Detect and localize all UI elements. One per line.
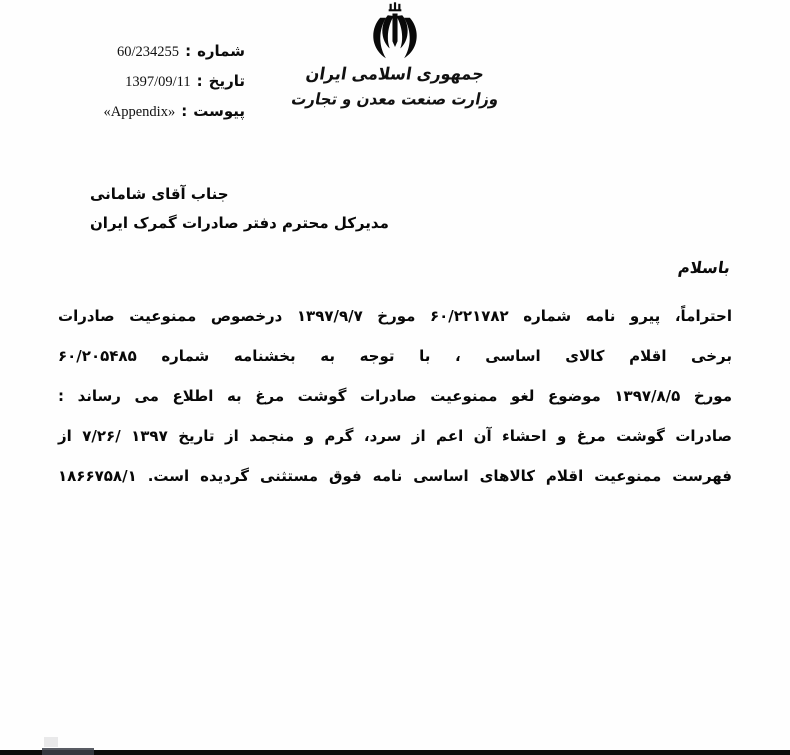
recipient-name: جناب آقای شامانی <box>90 185 229 203</box>
ministry-name: وزارت صنعت معدن و تجارت <box>289 89 501 109</box>
iran-emblem-icon <box>364 2 426 60</box>
letter-number-colon: : <box>185 42 192 60</box>
letter-number-label: شماره <box>197 42 245 60</box>
salutation: باسلام <box>677 258 732 277</box>
letterhead-emblem-block <box>265 2 525 110</box>
letter-attachment-colon: : <box>181 102 188 120</box>
letter-date-row <box>60 66 245 96</box>
scan-edge-smudge <box>42 748 94 755</box>
letter-attachment-row <box>60 96 245 126</box>
letter-date-colon: : <box>196 72 203 90</box>
body-line: احتراماً، پیرو نامه شماره ۶۰/۲۲۱۷۸۲ مورخ ۱۳۹۷/۹/۷ درخصوص ممنوعیت صادرات <box>58 307 732 325</box>
recipient-title: مدیرکل محترم دفتر صادرات گمرک ایران <box>90 214 389 232</box>
letter-attachment-value: «Appendix» <box>103 104 176 120</box>
letter-date-value: 1397/09/11 <box>125 74 191 90</box>
letter-body <box>58 296 732 496</box>
body-line: برخی اقلام کالای اساسی ، با توجه به بخشنامه شماره ۶۰/۲۰۵۴۸۵ <box>58 347 732 365</box>
scan-edge-band <box>0 750 790 755</box>
recipient-block <box>90 180 700 238</box>
letter-number-row <box>60 36 245 66</box>
body-line: فهرست ممنوعیت اقلام کالاهای اساسی نامه فوق مستثنی گردیده است. ۱۸۶۶۷۵۸/۱ <box>58 467 732 485</box>
body-line: صادرات گوشت مرغ و احشاء آن اعم از سرد، گرم و منجمد از تاریخ ۱۳۹۷ /۷/۲۶ از <box>58 427 733 445</box>
letter-date-label: تاریخ <box>208 72 245 90</box>
scan-artifact-smudge <box>44 737 58 747</box>
letterhead <box>0 0 790 150</box>
letter-number-value: 60/234255 <box>117 44 180 60</box>
letter-attachment-label: پیوست <box>193 102 245 120</box>
body-line: مورخ ۱۳۹۷/۸/۵ موضوع لغو ممنوعیت صادرات گوشت مرغ به اطلاع می رساند : <box>58 387 732 405</box>
letter-meta-block <box>60 36 245 126</box>
organization-name: جمهوری اسلامی ایران <box>304 63 486 84</box>
